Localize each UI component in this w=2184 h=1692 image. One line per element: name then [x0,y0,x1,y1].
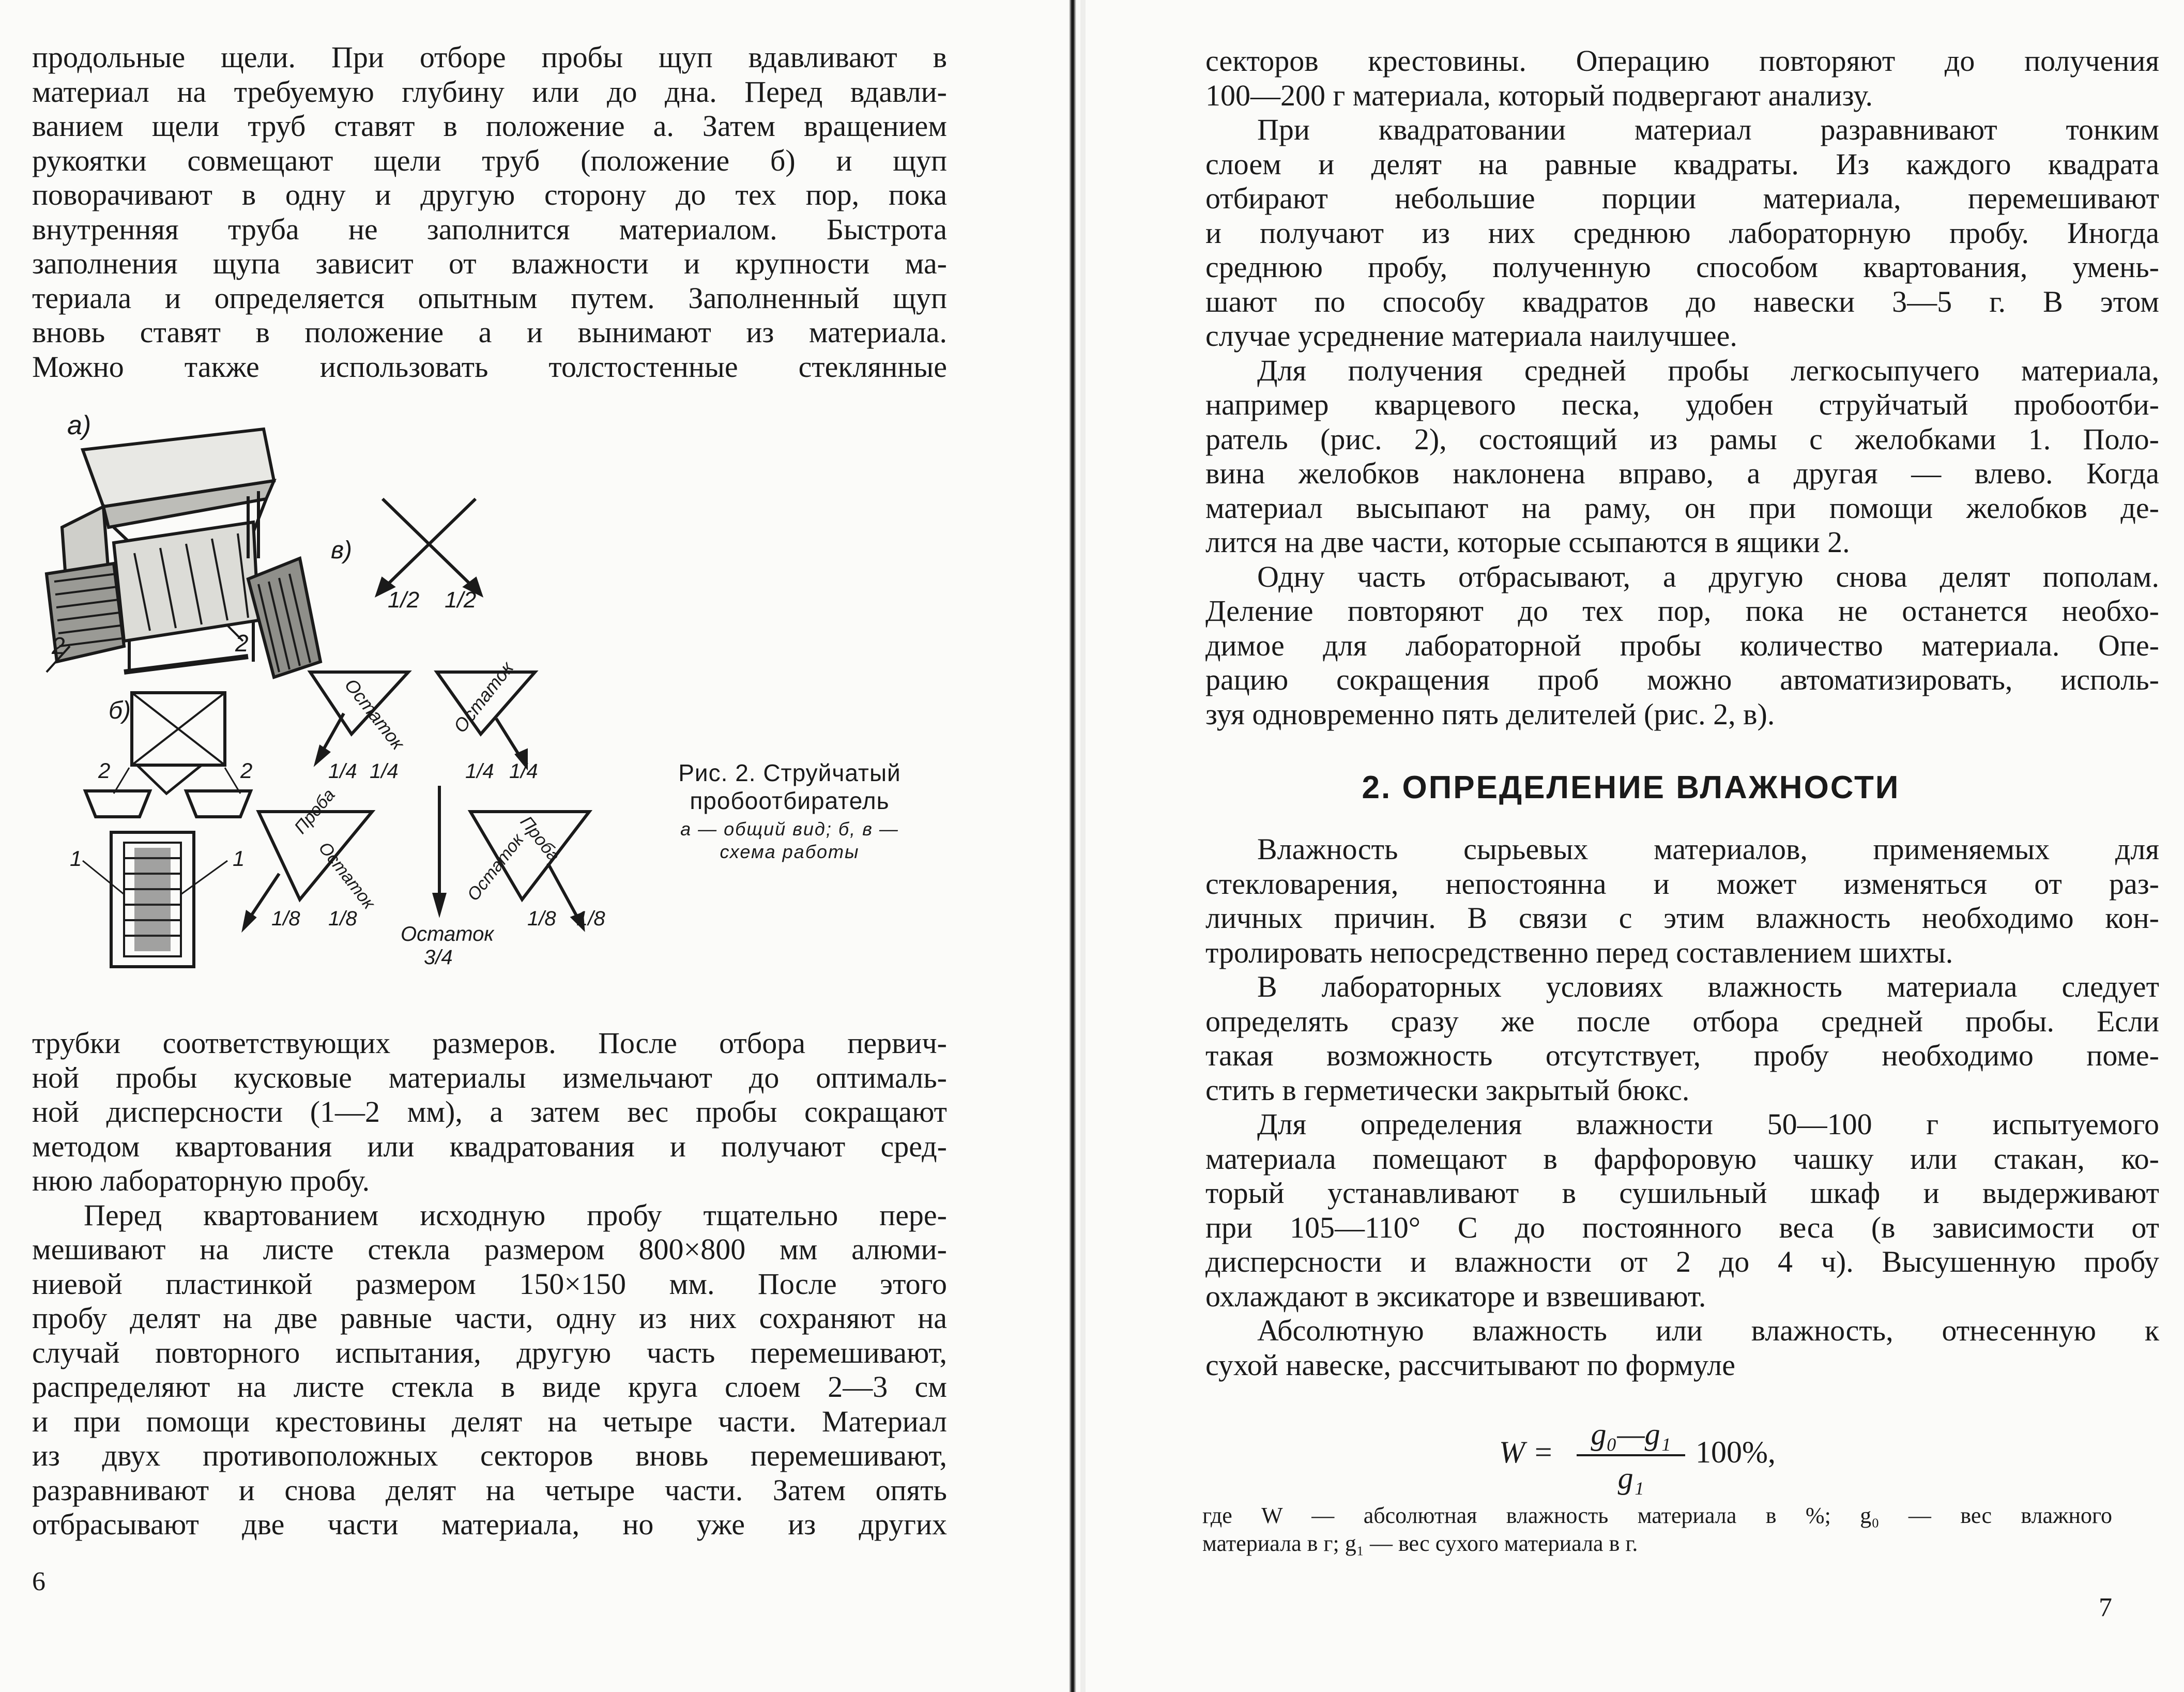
text-line: слоем и делят на равные квадраты. Из каждого квадрата [1205,147,2159,181]
sample-label: Проба [516,812,564,866]
text-line: Влажность сырьевых материалов, применяемых для [1257,832,2159,866]
text-line: методом квартования или квадратования и получают сред- [32,1129,947,1163]
text-line: материала помещают в фарфоровую чашку или стакан, ко- [1205,1141,2159,1176]
label-v: в) [331,537,353,564]
text-line: 100—200 г материала, который подвергают анализу. [1205,78,1873,112]
text-line: поворачивают в одну и другую сторону до тех пор, пока [32,178,947,211]
label-a: а) [67,410,91,440]
eighth-4: 1/8 [576,907,605,930]
label-2-b-right: 2 [240,758,253,783]
remainder-label: Остаток [401,923,494,946]
eighth-2: 1/8 [328,907,357,930]
text-line: ванием щели труб ставят в положение а. Затем вращением [32,109,947,143]
label-2-right: 2 [235,630,249,657]
eighth-1: 1/8 [271,907,300,930]
moisture-formula [1499,1419,1820,1507]
text-line: ратель (рис. 2), состоящий из рамы с желобками 1. Поло- [1205,422,2159,456]
quarter-1: 1/4 [328,760,357,783]
legend-line: материала в г; g₁ — вес сухого материала в г. [1202,1531,1638,1556]
text-line: сухой навеске, рассчитывают по формуле [1205,1348,1735,1382]
text-line: ной дисперсности (1—2 мм), а затем вес пробы сокращают [32,1095,947,1129]
moisture-section-text [1205,832,2159,1382]
text-line: определять сразу же после отбора средней пробы. Если [1205,1004,2159,1038]
text-line: например кварцевого песка, удобен струйчатый пробоотби- [1205,388,2159,421]
formula-rhs: 100%, [1696,1435,1776,1469]
three-quarters: 3/4 [424,946,453,969]
text-line: разравнивают и снова делят на четыре части. Затем опять [32,1473,947,1507]
label-1-left: 1 [70,846,82,871]
text-line: рукоятки совмещают щели труб (положение б) и щуп [32,143,947,177]
text-line: вновь ставят в положение а и вынимают из материала. [32,315,947,349]
label-2-left: 2 [52,632,65,659]
text-line: трубки соответствующих размеров. После отбора первич- [32,1026,947,1060]
text-line: при 105—110° С до постоянного веса (в зависимости от [1205,1210,2159,1244]
left-top-paragraph [32,40,947,384]
text-line: распределяют на листе стекла в виде круга слоем 2—3 см [32,1370,947,1404]
page-number-right: 7 [2099,1593,2112,1622]
text-line: секторов крестовины. Операцию повторяют до получения [1205,44,2159,78]
remainder-label: Остаток [449,657,518,737]
scheme-b [83,693,251,967]
text-line: Перед квартованием исходную пробу тщательно пере- [84,1198,947,1232]
text-line: вина желобков наклонена вправо, а другая — влево. Когда [1205,456,2159,490]
caption-title: Рис. 2. Струйчатый [678,759,901,786]
caption-sub-2: схема работы [720,841,860,862]
quarter-2: 1/4 [370,760,399,783]
formula-lhs: W = [1499,1435,1554,1469]
text-line: стекловарения, непостоянна и может изменяться от раз- [1205,866,2159,901]
sampler-figure [31,403,641,977]
text-line: При квадратовании материал разравнивают тонким [1257,113,2159,146]
text-line: дисперсности и влажности от 2 до 4 ч). Высушенную пробу [1205,1245,2159,1278]
text-line: лится на две части, которые ссыпаются в ящики 2. [1205,525,1850,559]
text-line: зуя одновременно пять делителей (рис. 2, в). [1205,697,1775,731]
text-line: Для получения средней пробы легкосыпучего материала, [1257,353,2159,387]
caption-title-2: пробоотбиратель [690,787,890,814]
text-line: тролировать непосредственно перед составлением шихты. [1205,935,1953,969]
text-line: Деление повторяют до тех пор, пока не останется необхо- [1205,594,2159,628]
text-line: димое для лабораторной пробы количество материала. Опе- [1205,628,2159,662]
formula-denominator: g₁ [1617,1461,1644,1495]
fraction-bar [1577,1454,1685,1456]
text-line: и получают из них среднюю лабораторную пробу. Иногда [1205,216,2159,250]
remainder-label: Остаток [314,838,379,913]
text-line: и при помощи крестовины делят на четыре части. Материал [32,1404,947,1438]
text-line: Абсолютную влажность или влажность, отнесенную к [1257,1314,2159,1347]
label-b: б) [109,697,131,724]
text-line: В лабораторных условиях влажность материала следует [1257,970,2159,1003]
text-line: териала и определяется опытным путем. Заполненный щуп [32,281,947,315]
text-line: охлаждают в эксикаторе и взвешивают. [1205,1279,1706,1313]
remainder-label: Остаток [340,674,409,754]
sampler-illustration [47,429,320,677]
text-line: пробу делят на две равные части, одну из них сохраняют на [32,1301,947,1335]
text-line: рацию сокращения проб можно автоматизировать, исполь- [1205,663,2159,696]
text-line: такая возможность отсутствует, пробу необходимо поме- [1205,1039,2159,1072]
text-line: отбрасывают две части материала, но уже из других [32,1507,947,1541]
text-line: из двух противоположных секторов вновь перемешивают, [32,1439,947,1472]
section-heading: 2. ОПРЕДЕЛЕНИЕ ВЛАЖНОСТИ [1362,770,1900,805]
quarter-3: 1/4 [465,760,494,783]
text-line: продольные щели. При отборе пробы щуп вдавливают в [32,40,947,74]
text-line: материал на требуемую глубину или до дна. Перед вдавли- [32,74,947,109]
text-line: Одну часть отбрасывают, а другую снова делят пополам. [1257,559,2159,593]
half-right: 1/2 [445,587,477,613]
text-line: мешивают на листе стекла размером 800×800 мм алюми- [32,1232,947,1266]
text-line: случай повторного испытания, другую часть перемешивают, [32,1335,947,1369]
text-line: внутренняя труба не заполнится материалом. Быстрота [32,212,947,246]
text-line: нюю лабораторную пробу. [32,1164,370,1197]
formula-legend [1202,1502,2112,1558]
right-top-text [1205,44,2159,731]
text-line: шают по способу квадратов до навески 3—5 г. В этом [1205,284,2159,318]
left-page [0,0,1078,1692]
text-line: Для определения влажности 50—100 г испытуемого [1257,1107,2159,1141]
text-line: Можно также использовать толстостенные стеклянные [32,349,947,384]
page-number-left: 6 [32,1567,45,1596]
left-bottom-text [32,1026,947,1542]
figure-caption [633,759,946,863]
text-line: ниевой пластинкой размером 150×150 мм. После этого [32,1267,947,1301]
label-2-b-left: 2 [98,758,111,783]
legend-line: где W — абсолютная влажность материала в %; g₀ — вес влажного [1202,1503,2112,1528]
text-line: ной пробы кусковые материалы измельчают до оптималь- [32,1060,947,1094]
text-line: отбирают небольшие порции материала, перемешивают [1205,181,2159,215]
text-line: стить в герметически закрытый бюкс. [1205,1073,1690,1107]
remainder-label: Остаток [463,830,528,905]
formula-numerator: g₀—g₁ [1591,1417,1671,1451]
eighth-3: 1/8 [527,907,556,930]
text-line: личных причин. В связи с этим влажность необходимо кон- [1205,901,2159,935]
quarter-4: 1/4 [509,760,538,783]
text-line: материал высыпают на раму, он при помощи желобков де- [1205,491,2159,525]
text-line: заполнения щупа зависит от влажности и крупности ма- [32,247,947,280]
half-left: 1/2 [388,587,420,613]
caption-sub-1: а — общий вид; б, в — [680,818,899,840]
text-line: случае усреднение материала наилучшее. [1205,319,1737,353]
text-line: среднюю пробу, полученную способом квартования, умень- [1205,250,2159,284]
label-1-right: 1 [233,846,245,871]
text-line: торый устанавливают в сушильный шкаф и выдерживают [1205,1176,2159,1210]
sample-label: Проба [291,785,339,838]
